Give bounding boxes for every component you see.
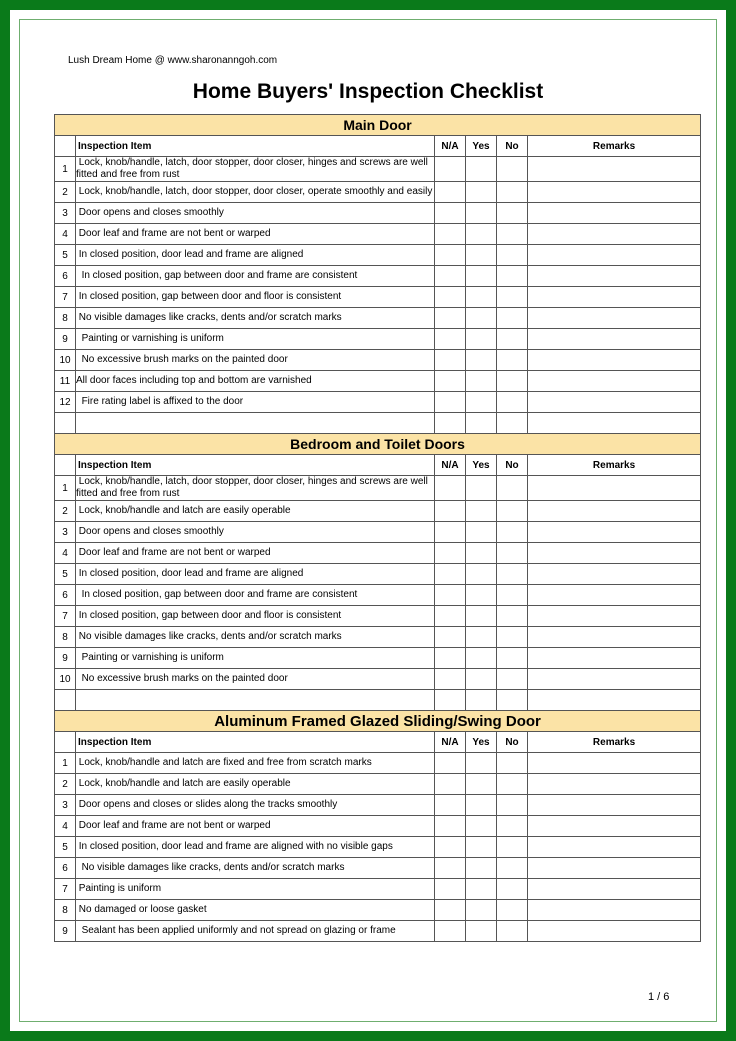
remarks-cell[interactable] (528, 774, 701, 795)
yes-checkbox-cell[interactable] (466, 245, 497, 266)
inspection-item-text: In closed position, gap between door and frame are consistent (76, 266, 435, 287)
item-number: 9 (55, 648, 76, 669)
table-row (55, 585, 701, 606)
site-header: Lush Dream Home @ www.sharonanngoh.com (68, 55, 278, 66)
blank-cell (466, 690, 497, 711)
remarks-cell[interactable] (528, 795, 701, 816)
na-checkbox-cell[interactable] (435, 392, 466, 413)
column-header-remarks: Remarks (528, 455, 701, 476)
item-number: 10 (55, 669, 76, 690)
table-row (55, 266, 701, 287)
blank-cell (528, 690, 701, 711)
table-row (55, 648, 701, 669)
table-row (55, 287, 701, 308)
na-checkbox-cell[interactable] (435, 203, 466, 224)
no-checkbox-cell[interactable] (497, 564, 528, 585)
no-checkbox-cell[interactable] (497, 837, 528, 858)
na-checkbox-cell[interactable] (435, 669, 466, 690)
item-number: 5 (55, 837, 76, 858)
no-checkbox-cell[interactable] (497, 879, 528, 900)
inspection-item-text: All door faces including top and bottom are varnished (76, 371, 435, 392)
inspection-item-text: Lock, knob/handle, latch, door stopper, door closer, hinges and screws are well fitted and free from rust (76, 157, 435, 182)
blank-row (55, 413, 701, 434)
column-header-na: N/A (435, 732, 466, 753)
table-row (55, 501, 701, 522)
yes-checkbox-cell[interactable] (466, 837, 497, 858)
yes-checkbox-cell[interactable] (466, 392, 497, 413)
no-checkbox-cell[interactable] (497, 606, 528, 627)
no-checkbox-cell[interactable] (497, 329, 528, 350)
section-header (55, 115, 701, 136)
no-checkbox-cell[interactable] (497, 501, 528, 522)
inspection-item-text: No visible damages like cracks, dents and/or scratch marks (76, 308, 435, 329)
column-header-no: No (497, 455, 528, 476)
item-number: 9 (55, 921, 76, 942)
table-row (55, 921, 701, 942)
item-number: 4 (55, 543, 76, 564)
section-title: Aluminum Framed Glazed Sliding/Swing Door (55, 711, 701, 732)
page-title: Home Buyers' Inspection Checklist (192, 80, 544, 103)
table-row (55, 371, 701, 392)
no-checkbox-cell[interactable] (497, 476, 528, 501)
remarks-cell[interactable] (528, 648, 701, 669)
remarks-cell[interactable] (528, 585, 701, 606)
remarks-cell[interactable] (528, 606, 701, 627)
yes-checkbox-cell[interactable] (466, 669, 497, 690)
table-row (55, 182, 701, 203)
no-checkbox-cell[interactable] (497, 921, 528, 942)
no-checkbox-cell[interactable] (497, 753, 528, 774)
na-checkbox-cell[interactable] (435, 371, 466, 392)
section-header (55, 434, 701, 455)
inspection-item-text: In closed position, gap between door and floor is consistent (76, 287, 435, 308)
blank-cell (55, 413, 76, 434)
item-number: 2 (55, 182, 76, 203)
remarks-cell[interactable] (528, 753, 701, 774)
item-number: 5 (55, 564, 76, 585)
remarks-cell[interactable] (528, 501, 701, 522)
column-header-number (55, 732, 76, 753)
remarks-cell[interactable] (528, 350, 701, 371)
blank-cell (466, 413, 497, 434)
yes-checkbox-cell[interactable] (466, 371, 497, 392)
table-row (55, 245, 701, 266)
remarks-cell[interactable] (528, 669, 701, 690)
na-checkbox-cell[interactable] (435, 501, 466, 522)
na-checkbox-cell[interactable] (435, 921, 466, 942)
blank-cell (435, 690, 466, 711)
inspection-item-text: In closed position, door lead and frame are aligned (76, 564, 435, 585)
no-checkbox-cell[interactable] (497, 350, 528, 371)
item-number: 4 (55, 224, 76, 245)
na-checkbox-cell[interactable] (435, 266, 466, 287)
no-checkbox-cell[interactable] (497, 669, 528, 690)
no-checkbox-cell[interactable] (497, 266, 528, 287)
table-row (55, 816, 701, 837)
inspection-item-text: Lock, knob/handle and latch are easily operable (76, 774, 435, 795)
item-number: 8 (55, 627, 76, 648)
remarks-cell[interactable] (528, 371, 701, 392)
table-row (55, 203, 701, 224)
table-row (55, 392, 701, 413)
remarks-cell[interactable] (528, 245, 701, 266)
inspection-item-text: Door opens and closes smoothly (76, 203, 435, 224)
inspection-item-text: Lock, knob/handle and latch are easily operable (76, 501, 435, 522)
table-row (55, 308, 701, 329)
yes-checkbox-cell[interactable] (466, 879, 497, 900)
table-row (55, 837, 701, 858)
inspection-item-text: In closed position, door lead and frame are aligned with no visible gaps (76, 837, 435, 858)
yes-checkbox-cell[interactable] (466, 753, 497, 774)
na-checkbox-cell[interactable] (435, 648, 466, 669)
table-row (55, 329, 701, 350)
item-number: 3 (55, 795, 76, 816)
blank-cell (528, 413, 701, 434)
item-number: 12 (55, 392, 76, 413)
yes-checkbox-cell[interactable] (466, 157, 497, 182)
no-checkbox-cell[interactable] (497, 774, 528, 795)
table-row (55, 669, 701, 690)
no-checkbox-cell[interactable] (497, 308, 528, 329)
item-number: 4 (55, 816, 76, 837)
column-header-no: No (497, 136, 528, 157)
page-number: 1 / 6 (648, 991, 670, 1003)
remarks-cell[interactable] (528, 476, 701, 501)
na-checkbox-cell[interactable] (435, 795, 466, 816)
remarks-cell[interactable] (528, 157, 701, 182)
item-number: 7 (55, 287, 76, 308)
no-checkbox-cell[interactable] (497, 648, 528, 669)
na-checkbox-cell[interactable] (435, 350, 466, 371)
item-number: 3 (55, 522, 76, 543)
remarks-cell[interactable] (528, 182, 701, 203)
table-row (55, 543, 701, 564)
inspection-item-text: Lock, knob/handle and latch are fixed and free from scratch marks (76, 753, 435, 774)
table-row (55, 564, 701, 585)
remarks-cell[interactable] (528, 224, 701, 245)
yes-checkbox-cell[interactable] (466, 816, 497, 837)
item-number: 5 (55, 245, 76, 266)
table-row (55, 774, 701, 795)
inspection-item-text: In closed position, door lead and frame are aligned (76, 245, 435, 266)
inspection-item-text: No visible damages like cracks, dents and/or scratch marks (76, 627, 435, 648)
column-header-yes: Yes (466, 455, 497, 476)
inspection-item-text: Painting or varnishing is uniform (76, 648, 435, 669)
inspection-item-text: In closed position, gap between door and frame are consistent (76, 585, 435, 606)
column-header-remarks: Remarks (528, 136, 701, 157)
inspection-item-text: No visible damages like cracks, dents and/or scratch marks (76, 858, 435, 879)
inspection-item-text: No excessive brush marks on the painted door (76, 669, 435, 690)
yes-checkbox-cell[interactable] (466, 522, 497, 543)
inspection-item-text: Lock, knob/handle, latch, door stopper, door closer, operate smoothly and easily (76, 182, 435, 203)
no-checkbox-cell[interactable] (497, 858, 528, 879)
inspection-item-text: Sealant has been applied uniformly and not spread on glazing or frame (76, 921, 435, 942)
table-row (55, 795, 701, 816)
na-checkbox-cell[interactable] (435, 879, 466, 900)
section-header (55, 711, 701, 732)
item-number: 6 (55, 266, 76, 287)
remarks-cell[interactable] (528, 308, 701, 329)
remarks-cell[interactable] (528, 900, 701, 921)
item-number: 8 (55, 308, 76, 329)
yes-checkbox-cell[interactable] (466, 774, 497, 795)
no-checkbox-cell[interactable] (497, 203, 528, 224)
yes-checkbox-cell[interactable] (466, 308, 497, 329)
na-checkbox-cell[interactable] (435, 224, 466, 245)
na-checkbox-cell[interactable] (435, 606, 466, 627)
inspection-item-text: Lock, knob/handle, latch, door stopper, door closer, hinges and screws are well fitted and free from rust (76, 476, 435, 501)
blank-row (55, 690, 701, 711)
column-header-number (55, 455, 76, 476)
yes-checkbox-cell[interactable] (466, 266, 497, 287)
na-checkbox-cell[interactable] (435, 858, 466, 879)
item-number: 9 (55, 329, 76, 350)
yes-checkbox-cell[interactable] (466, 543, 497, 564)
remarks-cell[interactable] (528, 203, 701, 224)
blank-cell (55, 690, 76, 711)
item-number: 1 (55, 753, 76, 774)
na-checkbox-cell[interactable] (435, 900, 466, 921)
na-checkbox-cell[interactable] (435, 543, 466, 564)
na-checkbox-cell[interactable] (435, 308, 466, 329)
item-number: 7 (55, 606, 76, 627)
no-checkbox-cell[interactable] (497, 585, 528, 606)
yes-checkbox-cell[interactable] (466, 501, 497, 522)
column-header-na: N/A (435, 455, 466, 476)
table-row (55, 224, 701, 245)
no-checkbox-cell[interactable] (497, 157, 528, 182)
no-checkbox-cell[interactable] (497, 245, 528, 266)
na-checkbox-cell[interactable] (435, 182, 466, 203)
no-checkbox-cell[interactable] (497, 900, 528, 921)
remarks-cell[interactable] (528, 921, 701, 942)
item-number: 6 (55, 585, 76, 606)
item-number: 3 (55, 203, 76, 224)
blank-cell (497, 413, 528, 434)
no-checkbox-cell[interactable] (497, 795, 528, 816)
column-header-remarks: Remarks (528, 732, 701, 753)
remarks-cell[interactable] (528, 543, 701, 564)
table-row (55, 350, 701, 371)
remarks-cell[interactable] (528, 522, 701, 543)
section-title: Main Door (55, 115, 701, 136)
remarks-cell[interactable] (528, 287, 701, 308)
remarks-cell[interactable] (528, 564, 701, 585)
column-header-number (55, 136, 76, 157)
no-checkbox-cell[interactable] (497, 627, 528, 648)
na-checkbox-cell[interactable] (435, 837, 466, 858)
remarks-cell[interactable] (528, 266, 701, 287)
no-checkbox-cell[interactable] (497, 182, 528, 203)
remarks-cell[interactable] (528, 858, 701, 879)
yes-checkbox-cell[interactable] (466, 329, 497, 350)
yes-checkbox-cell[interactable] (466, 627, 497, 648)
inspection-item-text: Door leaf and frame are not bent or warped (76, 543, 435, 564)
inspection-item-text: Door opens and closes smoothly (76, 522, 435, 543)
table-row (55, 753, 701, 774)
table-row (55, 879, 701, 900)
column-header-row (55, 455, 701, 476)
item-number: 6 (55, 858, 76, 879)
na-checkbox-cell[interactable] (435, 564, 466, 585)
yes-checkbox-cell[interactable] (466, 182, 497, 203)
table-row (55, 522, 701, 543)
inspection-checklist-table (54, 114, 701, 942)
na-checkbox-cell[interactable] (435, 157, 466, 182)
na-checkbox-cell[interactable] (435, 287, 466, 308)
na-checkbox-cell[interactable] (435, 774, 466, 795)
column-header-item: Inspection Item (76, 455, 435, 476)
item-number: 2 (55, 501, 76, 522)
table-row (55, 606, 701, 627)
blank-cell (497, 690, 528, 711)
inspection-item-text: In closed position, gap between door and floor is consistent (76, 606, 435, 627)
item-number: 1 (55, 476, 76, 501)
inspection-item-text: Painting or varnishing is uniform (76, 329, 435, 350)
yes-checkbox-cell[interactable] (466, 287, 497, 308)
yes-checkbox-cell[interactable] (466, 858, 497, 879)
blank-cell (76, 413, 435, 434)
yes-checkbox-cell[interactable] (466, 606, 497, 627)
column-header-item: Inspection Item (76, 136, 435, 157)
yes-checkbox-cell[interactable] (466, 585, 497, 606)
yes-checkbox-cell[interactable] (466, 795, 497, 816)
yes-checkbox-cell[interactable] (466, 564, 497, 585)
table-row (55, 476, 701, 501)
yes-checkbox-cell[interactable] (466, 203, 497, 224)
inspection-item-text: Door opens and closes or slides along the tracks smoothly (76, 795, 435, 816)
remarks-cell[interactable] (528, 837, 701, 858)
section-title: Bedroom and Toilet Doors (55, 434, 701, 455)
na-checkbox-cell[interactable] (435, 816, 466, 837)
column-header-no: No (497, 732, 528, 753)
item-number: 7 (55, 879, 76, 900)
blank-cell (76, 690, 435, 711)
remarks-cell[interactable] (528, 392, 701, 413)
inspection-item-text: Fire rating label is affixed to the door (76, 392, 435, 413)
table-row (55, 627, 701, 648)
blank-cell (435, 413, 466, 434)
inspection-item-text: Painting is uniform (76, 879, 435, 900)
remarks-cell[interactable] (528, 329, 701, 350)
na-checkbox-cell[interactable] (435, 476, 466, 501)
no-checkbox-cell[interactable] (497, 816, 528, 837)
yes-checkbox-cell[interactable] (466, 648, 497, 669)
column-header-yes: Yes (466, 732, 497, 753)
na-checkbox-cell[interactable] (435, 522, 466, 543)
item-number: 10 (55, 350, 76, 371)
column-header-item: Inspection Item (76, 732, 435, 753)
no-checkbox-cell[interactable] (497, 287, 528, 308)
na-checkbox-cell[interactable] (435, 329, 466, 350)
column-header-row (55, 136, 701, 157)
item-number: 2 (55, 774, 76, 795)
yes-checkbox-cell[interactable] (466, 350, 497, 371)
column-header-row (55, 732, 701, 753)
na-checkbox-cell[interactable] (435, 245, 466, 266)
table-row (55, 157, 701, 182)
no-checkbox-cell[interactable] (497, 224, 528, 245)
yes-checkbox-cell[interactable] (466, 921, 497, 942)
na-checkbox-cell[interactable] (435, 585, 466, 606)
remarks-cell[interactable] (528, 879, 701, 900)
yes-checkbox-cell[interactable] (466, 224, 497, 245)
item-number: 1 (55, 157, 76, 182)
no-checkbox-cell[interactable] (497, 392, 528, 413)
remarks-cell[interactable] (528, 816, 701, 837)
na-checkbox-cell[interactable] (435, 627, 466, 648)
no-checkbox-cell[interactable] (497, 543, 528, 564)
item-number: 11 (55, 371, 76, 392)
inspection-item-text: Door leaf and frame are not bent or warped (76, 816, 435, 837)
table-row (55, 858, 701, 879)
no-checkbox-cell[interactable] (497, 522, 528, 543)
table-row (55, 900, 701, 921)
remarks-cell[interactable] (528, 627, 701, 648)
column-header-yes: Yes (466, 136, 497, 157)
inspection-item-text: Door leaf and frame are not bent or warped (76, 224, 435, 245)
inspection-item-text: No damaged or loose gasket (76, 900, 435, 921)
column-header-na: N/A (435, 136, 466, 157)
yes-checkbox-cell[interactable] (466, 900, 497, 921)
inspection-item-text: No excessive brush marks on the painted door (76, 350, 435, 371)
yes-checkbox-cell[interactable] (466, 476, 497, 501)
no-checkbox-cell[interactable] (497, 371, 528, 392)
item-number: 8 (55, 900, 76, 921)
na-checkbox-cell[interactable] (435, 753, 466, 774)
